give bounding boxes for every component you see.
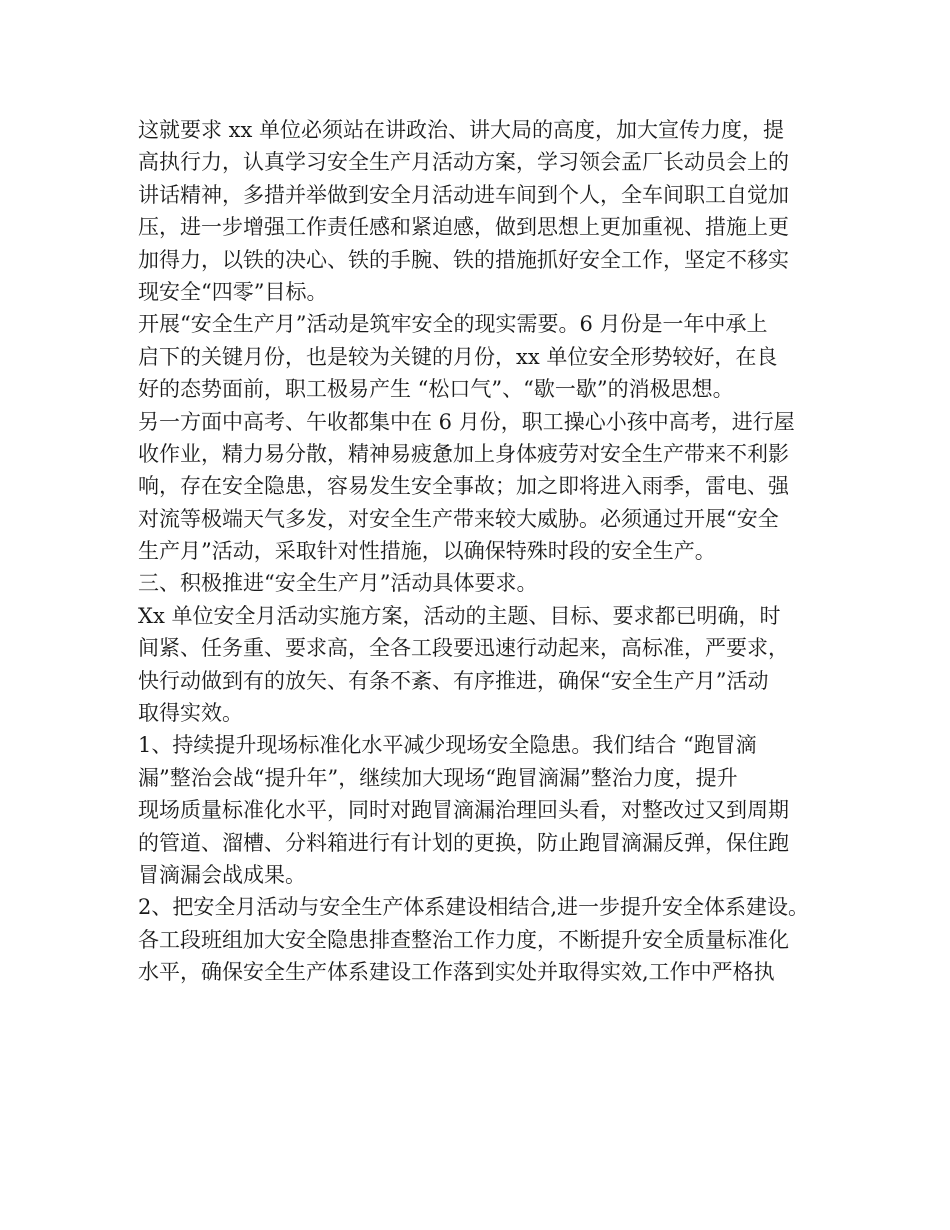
text-line: Xx 单位安全月活动实施方案，活动的主题、目标、要求都已明确，时: [138, 603, 781, 628]
text-line: 漏”整治会战“提升年”，继续加大现场“跑冒滴漏”整治力度，提升: [138, 765, 738, 790]
text-line: 对流等极端天气多发，对安全生产带来较大威胁。必须通过开展“安全: [138, 506, 779, 531]
text-line: 响，存在安全隐患，容易发生安全事故；加之即将进入雨季，雷电、强: [138, 474, 789, 499]
text-line: 生产月”活动，采取针对性措施，以确保特殊时段的安全生产。: [138, 539, 716, 564]
text-line: 各工段班组加大安全隐患排查整治工作力度，不断提升安全质量标准化: [138, 927, 789, 952]
document-body: [138, 114, 828, 989]
text-line: 启下的关键月份，也是较为关键的月份，xx 单位安全形势较好，在良: [138, 344, 778, 369]
text-line: 压，进一步增强工作责任感和紧迫感，做到思想上更加重视、措施上更: [138, 215, 789, 240]
text-line: 水平，确保安全生产体系建设工作落到实处并取得实效,工作中严格执: [138, 960, 775, 985]
text-line: 取得实效。: [138, 701, 243, 726]
text-line: 的管道、溜槽、分料箱进行有计划的更换，防止跑冒滴漏反弹，保住跑: [138, 830, 789, 855]
text-line: 冒滴漏会战成果。: [138, 862, 306, 887]
text-line: 讲话精神，多措并举做到安全月活动进车间到个人，全车间职工自觉加: [138, 182, 789, 207]
text-line: 好的态势面前，职工极易产生 “松口气”、“歇一歇”的消极思想。: [138, 377, 734, 402]
text-line: 收作业，精力易分散，精神易疲惫加上身体疲劳对安全生产带来不利影: [138, 441, 789, 466]
text-line: 间紧、任务重、要求高，全各工段要迅速行动起来，高标准，严要求，: [138, 636, 789, 661]
text-line: 另一方面中高考、午收都集中在 6 月份，职工操心小孩中高考，进行屋: [138, 409, 795, 434]
text-line: 这就要求 xx 单位必须站在讲政治、讲大局的高度，加大宣传力度，提: [138, 118, 785, 142]
text-line: 2、把安全月活动与安全生产体系建设相结合,进一步提升安全体系建设。: [138, 895, 810, 920]
text-line: 1、持续提升现场标准化水平减少现场安全隐患。我们结合 “跑冒滴: [138, 733, 757, 758]
text-line: 现安全“四零”目标。: [138, 279, 328, 304]
section-heading: 三、积极推进“安全生产月”活动具体要求。: [138, 571, 538, 596]
text-line: 快行动做到有的放矢、有条不紊、有序推进，确保“安全生产月”活动: [138, 668, 769, 693]
text-line: 加得力，以铁的决心、铁的手腕、铁的措施抓好安全工作，坚定不移实: [138, 247, 789, 272]
text-line: 开展“安全生产月”活动是筑牢安全的现实需要。6 月份是一年中承上: [138, 312, 768, 337]
text-line: 高执行力，认真学习安全生产月活动方案，学习领会孟厂长动员会上的: [138, 150, 789, 175]
text-line: 现场质量标准化水平，同时对跑冒滴漏治理回头看，对整改过又到周期: [138, 798, 789, 823]
